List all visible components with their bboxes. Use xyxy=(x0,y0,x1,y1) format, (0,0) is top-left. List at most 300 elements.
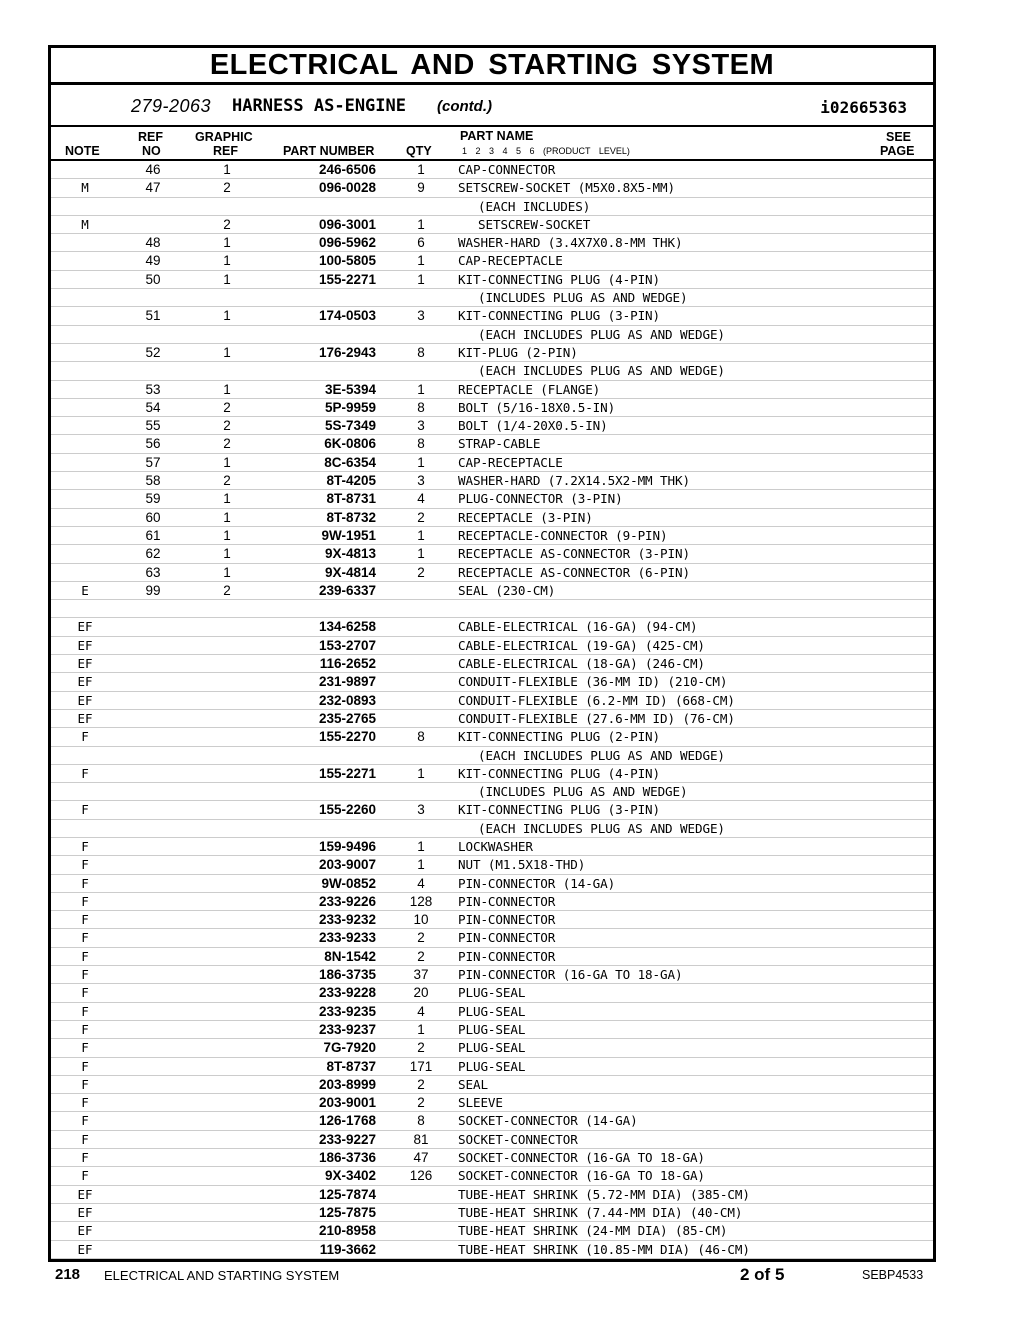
table-row xyxy=(51,1058,933,1076)
qty-cell: 1 xyxy=(417,162,425,177)
part-number-cell: 6K-0806 xyxy=(324,436,376,452)
graphic-ref-cell: 2 xyxy=(223,180,231,196)
part-number-cell: 235-2765 xyxy=(318,710,376,726)
qty-cell: 4 xyxy=(417,491,425,507)
note-cell: F xyxy=(81,948,89,964)
table-row xyxy=(51,911,933,929)
part-number-cell: 5S-7349 xyxy=(324,418,376,434)
table-row xyxy=(51,783,933,801)
part-number-cell: 096-3001 xyxy=(318,216,376,232)
part-number-cell: 096-5962 xyxy=(318,235,376,251)
part-name-cell: PLUG-SEAL xyxy=(458,1021,526,1037)
part-name-cell: (INCLUDES PLUG AS AND WEDGE) xyxy=(478,290,688,306)
footer-section-title: ELECTRICAL AND STARTING SYSTEM xyxy=(104,1268,340,1283)
part-name-cell: CABLE-ELECTRICAL (19-GA) (425-CM) xyxy=(458,637,705,653)
graphic-ref-cell: 1 xyxy=(223,491,231,507)
note-cell: F xyxy=(81,985,89,1001)
table-row xyxy=(51,582,933,600)
part-name-cell: CABLE-ELECTRICAL (18-GA) (246-CM) xyxy=(458,656,705,672)
assembly-name: HARNESS AS-ENGINE xyxy=(232,96,406,116)
part-name-cell: PLUG-SEAL xyxy=(458,1040,526,1056)
part-name-cell: SOCKET-CONNECTOR xyxy=(458,1131,578,1147)
part-name-cell: LOCKWASHER xyxy=(458,838,533,854)
part-name-cell: KIT-CONNECTING PLUG (3-PIN) xyxy=(458,802,661,818)
part-name-cell: SEAL xyxy=(458,1076,488,1092)
qty-cell: 2 xyxy=(417,1095,425,1111)
part-name-cell: BOLT (1/4-20X0.5-IN) xyxy=(458,418,608,434)
table-row xyxy=(51,234,933,252)
note-cell: EF xyxy=(77,674,93,690)
part-name-cell: CAP-RECEPTACLE xyxy=(458,253,563,269)
part-number-cell: 203-8999 xyxy=(318,1076,376,1092)
part-number-cell: 176-2943 xyxy=(318,344,376,360)
part-name-cell: KIT-CONNECTING PLUG (3-PIN) xyxy=(458,308,661,324)
graphic-ref-cell: 1 xyxy=(223,381,231,397)
part-number-cell: 9X-3402 xyxy=(324,1168,376,1184)
qty-cell: 3 xyxy=(417,473,425,489)
table-row xyxy=(51,362,933,380)
table-row xyxy=(51,1112,933,1130)
table-row xyxy=(51,564,933,582)
graphic-ref-cell: 1 xyxy=(223,235,231,251)
header-note: NOTE xyxy=(65,144,100,158)
graphic-ref-cell: 2 xyxy=(223,582,231,598)
graphic-ref-cell: 1 xyxy=(223,271,231,287)
part-number-cell: 231-9897 xyxy=(318,674,376,690)
note-cell: F xyxy=(81,1113,89,1129)
qty-cell: 8 xyxy=(417,436,425,452)
note-cell: F xyxy=(81,1131,89,1147)
part-name-cell: RECEPTACLE AS-CONNECTOR (3-PIN) xyxy=(458,546,690,562)
ref-no-cell: 56 xyxy=(145,436,161,452)
column-headers xyxy=(51,127,933,161)
table-row xyxy=(51,326,933,344)
note-cell: EF xyxy=(77,1241,93,1257)
note-cell: F xyxy=(81,875,89,891)
note-cell: EF xyxy=(77,1204,93,1220)
header-ref-top: REF xyxy=(138,130,163,144)
table-row xyxy=(51,801,933,819)
part-name-cell: PIN-CONNECTOR (16-GA TO 18-GA) xyxy=(458,967,683,983)
table-row xyxy=(51,1149,933,1167)
part-number-cell: 125-7874 xyxy=(318,1186,376,1202)
part-number-cell: 233-9228 xyxy=(318,985,376,1001)
part-name-cell: SEAL (230-CM) xyxy=(458,582,556,598)
part-name-cell: PIN-CONNECTOR xyxy=(458,912,556,928)
part-number-cell: 155-2271 xyxy=(318,765,376,781)
page-title: ELECTRICAL AND STARTING SYSTEM xyxy=(51,48,933,85)
table-row xyxy=(51,747,933,765)
header-part-name: PART NAME xyxy=(460,129,534,143)
table-row xyxy=(51,179,933,197)
part-name-cell: (EACH INCLUDES) xyxy=(478,198,591,214)
parts-list-frame xyxy=(48,45,936,1262)
part-name-cell: KIT-CONNECTING PLUG (4-PIN) xyxy=(458,765,661,781)
part-name-cell: SLEEVE xyxy=(458,1095,503,1111)
part-number-cell: 233-9227 xyxy=(318,1131,376,1147)
part-name-cell: TUBE-HEAT SHRINK (7.44-MM DIA) (40-CM) xyxy=(458,1204,743,1220)
part-name-cell: CONDUIT-FLEXIBLE (36-MM ID) (210-CM) xyxy=(458,674,728,690)
part-name-cell: KIT-PLUG (2-PIN) xyxy=(458,344,578,360)
part-number-cell: 7G-7920 xyxy=(323,1040,376,1056)
qty-cell: 1 xyxy=(417,765,425,781)
part-number-cell: 8T-4205 xyxy=(326,473,376,489)
part-number-cell: 100-5805 xyxy=(318,253,376,269)
ref-no-cell: 60 xyxy=(145,509,161,525)
part-name-cell: (INCLUDES PLUG AS AND WEDGE) xyxy=(478,784,688,800)
qty-cell: 1 xyxy=(417,253,425,269)
parts-table-body xyxy=(51,161,933,1259)
table-row xyxy=(51,399,933,417)
qty-cell: 8 xyxy=(417,729,425,745)
qty-cell: 47 xyxy=(413,1150,429,1166)
table-row xyxy=(51,1222,933,1240)
graphic-ref-cell: 1 xyxy=(223,527,231,543)
part-name-cell: RECEPTACLE AS-CONNECTOR (6-PIN) xyxy=(458,564,690,580)
graphic-ref-cell: 1 xyxy=(223,308,231,324)
part-number-cell: 9W-1951 xyxy=(321,527,376,543)
part-name-cell: SOCKET-CONNECTOR (14-GA) xyxy=(458,1113,638,1129)
table-row xyxy=(51,728,933,746)
qty-cell: 1 xyxy=(417,454,425,470)
part-name-cell: CONDUIT-FLEXIBLE (27.6-MM ID) (76-CM) xyxy=(458,710,735,726)
note-cell: F xyxy=(81,930,89,946)
part-number-cell: 126-1768 xyxy=(318,1113,376,1129)
note-cell: EF xyxy=(77,692,93,708)
note-cell: F xyxy=(81,838,89,854)
table-row xyxy=(51,984,933,1002)
part-name-cell: SETSCREW-SOCKET xyxy=(478,216,591,232)
part-number-cell: 239-6337 xyxy=(318,582,376,598)
note-cell: F xyxy=(81,893,89,909)
part-name-cell: PIN-CONNECTOR xyxy=(458,930,556,946)
table-row xyxy=(51,490,933,508)
graphic-ref-cell: 1 xyxy=(223,344,231,360)
table-row xyxy=(51,1076,933,1094)
qty-cell: 20 xyxy=(413,985,429,1001)
header-product-levels: 1 2 3 4 5 6 (PRODUCT LEVEL) xyxy=(462,146,630,156)
ref-no-cell: 52 xyxy=(145,344,161,360)
table-row xyxy=(51,1204,933,1222)
part-name-cell: PIN-CONNECTOR (14-GA) xyxy=(458,875,616,891)
part-name-cell: RECEPTACLE-CONNECTOR (9-PIN) xyxy=(458,527,668,543)
table-row xyxy=(51,509,933,527)
qty-cell: 1 xyxy=(417,381,425,397)
table-row xyxy=(51,1039,933,1057)
table-row xyxy=(51,216,933,234)
table-row xyxy=(51,655,933,673)
graphic-ref-cell: 1 xyxy=(223,162,231,177)
part-number-cell: 155-2271 xyxy=(318,271,376,287)
qty-cell: 81 xyxy=(413,1131,429,1147)
table-row xyxy=(51,929,933,947)
footer-page-number: 218 xyxy=(55,1266,81,1283)
footer-page-of: 2 of 5 xyxy=(740,1265,785,1284)
qty-cell: 4 xyxy=(417,1003,425,1019)
qty-cell: 10 xyxy=(413,912,429,928)
table-row xyxy=(51,527,933,545)
qty-cell: 2 xyxy=(417,1076,425,1092)
qty-cell: 3 xyxy=(417,802,425,818)
note-cell: F xyxy=(81,1003,89,1019)
note-cell: EF xyxy=(77,656,93,672)
note-cell: F xyxy=(81,765,89,781)
note-cell: F xyxy=(81,1076,89,1092)
ref-no-cell: 62 xyxy=(145,546,161,562)
qty-cell: 4 xyxy=(417,875,425,891)
part-number-cell: 155-2270 xyxy=(318,729,376,745)
ref-no-cell: 63 xyxy=(145,564,161,580)
part-number-cell: 203-9007 xyxy=(318,857,376,873)
part-number-cell: 096-0028 xyxy=(318,180,376,196)
header-part-number: PART NUMBER xyxy=(283,144,375,158)
table-row xyxy=(51,856,933,874)
part-number-cell: 153-2707 xyxy=(318,637,376,653)
graphic-ref-cell: 1 xyxy=(223,564,231,580)
graphic-ref-cell: 2 xyxy=(223,399,231,415)
table-row xyxy=(51,289,933,307)
table-row xyxy=(51,875,933,893)
table-row xyxy=(51,673,933,691)
ref-no-cell: 57 xyxy=(145,454,161,470)
table-row xyxy=(51,1131,933,1149)
note-cell: F xyxy=(81,857,89,873)
part-name-cell: PLUG-SEAL xyxy=(458,1058,526,1074)
part-number-cell: 174-0503 xyxy=(318,308,376,324)
ref-no-cell: 48 xyxy=(145,235,161,251)
table-row xyxy=(51,381,933,399)
part-name-cell: (EACH INCLUDES PLUG AS AND WEDGE) xyxy=(478,747,725,763)
table-row xyxy=(51,435,933,453)
assembly-part-number: 279-2063 xyxy=(131,96,212,116)
part-number-cell: 8C-6354 xyxy=(324,454,376,470)
note-cell: M xyxy=(81,216,89,232)
part-number-cell: 210-8958 xyxy=(318,1223,376,1239)
part-number-cell: 233-9226 xyxy=(318,893,376,909)
graphic-ref-cell: 1 xyxy=(223,509,231,525)
qty-cell: 2 xyxy=(417,948,425,964)
table-row xyxy=(51,307,933,325)
part-name-cell: SOCKET-CONNECTOR (16-GA TO 18-GA) xyxy=(458,1168,705,1184)
part-number-cell: 246-6506 xyxy=(318,162,376,177)
footer-document-id: SEBP4533 xyxy=(862,1268,924,1282)
ref-no-cell: 54 xyxy=(145,399,161,415)
part-number-cell: 186-3736 xyxy=(318,1150,376,1166)
part-number-cell: 134-6258 xyxy=(318,619,376,635)
part-name-cell: CAP-RECEPTACLE xyxy=(458,454,563,470)
qty-cell: 9 xyxy=(417,180,425,196)
qty-cell: 8 xyxy=(417,1113,425,1129)
qty-cell: 1 xyxy=(417,271,425,287)
graphic-ref-cell: 2 xyxy=(223,436,231,452)
table-row xyxy=(51,271,933,289)
part-name-cell: (EACH INCLUDES PLUG AS AND WEDGE) xyxy=(478,326,725,342)
qty-cell: 6 xyxy=(417,235,425,251)
graphic-ref-cell: 1 xyxy=(223,454,231,470)
assembly-header xyxy=(51,85,933,127)
part-number-cell: 203-9001 xyxy=(318,1095,376,1111)
part-name-cell: (EACH INCLUDES PLUG AS AND WEDGE) xyxy=(478,820,725,836)
part-name-cell: NUT (M1.5X18-THD) xyxy=(458,857,586,873)
part-number-cell: 233-9237 xyxy=(318,1021,376,1037)
header-ref-bottom: NO xyxy=(142,144,161,158)
part-name-cell: SOCKET-CONNECTOR (16-GA TO 18-GA) xyxy=(458,1150,705,1166)
part-name-cell: CONDUIT-FLEXIBLE (6.2-MM ID) (668-CM) xyxy=(458,692,735,708)
note-cell: F xyxy=(81,729,89,745)
note-cell: F xyxy=(81,1058,89,1074)
ref-no-cell: 47 xyxy=(145,180,161,196)
part-number-cell: 232-0893 xyxy=(318,692,376,708)
part-name-cell: CAP-CONNECTOR xyxy=(458,162,556,177)
table-row xyxy=(51,545,933,563)
table-row xyxy=(51,966,933,984)
graphic-ref-cell: 2 xyxy=(223,418,231,434)
part-number-cell: 116-2652 xyxy=(319,656,376,672)
ref-no-cell: 53 xyxy=(145,381,161,397)
part-number-cell: 186-3735 xyxy=(318,967,376,983)
part-name-cell: WASHER-HARD (7.2X14.5X2-MM THK) xyxy=(458,473,690,489)
note-cell: M xyxy=(81,180,89,196)
table-row xyxy=(51,472,933,490)
table-row xyxy=(51,692,933,710)
illustration-id: i02665363 xyxy=(820,98,907,117)
part-name-cell: PIN-CONNECTOR xyxy=(458,893,556,909)
part-name-cell: WASHER-HARD (3.4X7X0.8-MM THK) xyxy=(458,235,683,251)
part-name-cell: SETSCREW-SOCKET (M5X0.8X5-MM) xyxy=(458,180,675,196)
qty-cell: 1 xyxy=(417,527,425,543)
part-number-cell: 8T-8732 xyxy=(326,509,376,525)
table-row xyxy=(51,1021,933,1039)
part-name-cell: KIT-CONNECTING PLUG (2-PIN) xyxy=(458,729,661,745)
ref-no-cell: 59 xyxy=(145,491,161,507)
note-cell: F xyxy=(81,912,89,928)
qty-cell: 1 xyxy=(417,857,425,873)
ref-no-cell: 51 xyxy=(145,308,161,324)
part-number-cell: 9X-4814 xyxy=(324,564,376,580)
table-row xyxy=(51,820,933,838)
part-number-cell: 8T-8731 xyxy=(326,491,376,507)
part-name-cell: RECEPTACLE (3-PIN) xyxy=(458,509,593,525)
header-see-top: SEE xyxy=(886,130,912,144)
ref-no-cell: 61 xyxy=(145,527,161,543)
qty-cell: 2 xyxy=(417,564,425,580)
header-graphic-top: GRAPHIC xyxy=(195,130,253,144)
part-number-cell: 8T-8737 xyxy=(326,1058,376,1074)
qty-cell: 2 xyxy=(417,930,425,946)
part-number-cell: 9X-4813 xyxy=(324,546,376,562)
table-row xyxy=(51,1186,933,1204)
graphic-ref-cell: 2 xyxy=(223,473,231,489)
ref-no-cell: 46 xyxy=(145,162,161,177)
table-row xyxy=(51,1094,933,1112)
qty-cell: 1 xyxy=(417,838,425,854)
qty-cell: 8 xyxy=(417,344,425,360)
qty-cell: 126 xyxy=(409,1168,433,1184)
note-cell: EF xyxy=(77,619,93,635)
part-name-cell: CABLE-ELECTRICAL (16-GA) (94-CM) xyxy=(458,619,698,635)
table-row xyxy=(51,454,933,472)
part-number-cell: 159-9496 xyxy=(318,838,376,854)
table-row xyxy=(51,838,933,856)
ref-no-cell: 49 xyxy=(145,253,161,269)
note-cell: E xyxy=(81,582,89,598)
part-name-cell: (EACH INCLUDES PLUG AS AND WEDGE) xyxy=(478,363,725,379)
part-name-cell: PLUG-CONNECTOR (3-PIN) xyxy=(458,491,623,507)
note-cell: F xyxy=(81,967,89,983)
qty-cell: 171 xyxy=(409,1058,433,1074)
note-cell: F xyxy=(81,1021,89,1037)
table-row xyxy=(51,710,933,728)
part-name-cell: BOLT (5/16-18X0.5-IN) xyxy=(458,399,616,415)
qty-cell: 1 xyxy=(417,216,425,232)
part-name-cell: TUBE-HEAT SHRINK (10.85-MM DIA) (46-CM) xyxy=(458,1241,750,1257)
qty-cell: 1 xyxy=(417,1021,425,1037)
part-number-cell: 233-9232 xyxy=(318,912,376,928)
part-name-cell: TUBE-HEAT SHRINK (5.72-MM DIA) (385-CM) xyxy=(458,1186,750,1202)
ref-no-cell: 58 xyxy=(145,473,161,489)
table-row xyxy=(51,417,933,435)
graphic-ref-cell: 2 xyxy=(223,216,231,232)
part-number-cell: 8N-1542 xyxy=(324,948,376,964)
table-row xyxy=(51,893,933,911)
table-row xyxy=(51,637,933,655)
table-row xyxy=(51,618,933,636)
part-number-cell: 5P-9959 xyxy=(324,399,376,415)
part-name-cell: KIT-CONNECTING PLUG (4-PIN) xyxy=(458,271,661,287)
part-name-cell: TUBE-HEAT SHRINK (24-MM DIA) (85-CM) xyxy=(458,1223,728,1239)
qty-cell: 37 xyxy=(413,967,429,983)
note-cell: F xyxy=(81,1168,89,1184)
qty-cell: 2 xyxy=(417,509,425,525)
qty-cell: 2 xyxy=(417,1040,425,1056)
qty-cell: 128 xyxy=(409,893,433,909)
table-row xyxy=(51,1167,933,1185)
table-row xyxy=(51,600,933,618)
header-see-bottom: PAGE xyxy=(880,144,915,158)
part-name-cell: PLUG-SEAL xyxy=(458,985,526,1001)
ref-no-cell: 99 xyxy=(145,582,161,598)
note-cell: EF xyxy=(77,637,93,653)
ref-no-cell: 50 xyxy=(145,271,161,287)
graphic-ref-cell: 1 xyxy=(223,546,231,562)
note-cell: F xyxy=(81,1040,89,1056)
note-cell: EF xyxy=(77,710,93,726)
table-row xyxy=(51,161,933,179)
part-name-cell: RECEPTACLE (FLANGE) xyxy=(458,381,601,397)
part-number-cell: 119-3662 xyxy=(319,1241,376,1257)
qty-cell: 8 xyxy=(417,399,425,415)
note-cell: F xyxy=(81,1095,89,1111)
part-name-cell: PLUG-SEAL xyxy=(458,1003,526,1019)
qty-cell: 3 xyxy=(417,308,425,324)
part-number-cell: 3E-5394 xyxy=(324,381,376,397)
table-row xyxy=(51,198,933,216)
table-row xyxy=(51,252,933,270)
part-number-cell: 125-7875 xyxy=(318,1204,376,1220)
table-row xyxy=(51,765,933,783)
part-name-cell: PIN-CONNECTOR xyxy=(458,948,556,964)
note-cell: F xyxy=(81,802,89,818)
part-name-cell: STRAP-CABLE xyxy=(458,436,541,452)
continued-label: (contd.) xyxy=(437,98,492,115)
table-row xyxy=(51,1003,933,1021)
header-qty: QTY xyxy=(406,144,432,158)
part-number-cell: 233-9235 xyxy=(318,1003,376,1019)
qty-cell: 1 xyxy=(417,546,425,562)
part-number-cell: 9W-0852 xyxy=(321,875,376,891)
page-footer xyxy=(0,1265,1020,1289)
part-number-cell: 233-9233 xyxy=(318,930,376,946)
